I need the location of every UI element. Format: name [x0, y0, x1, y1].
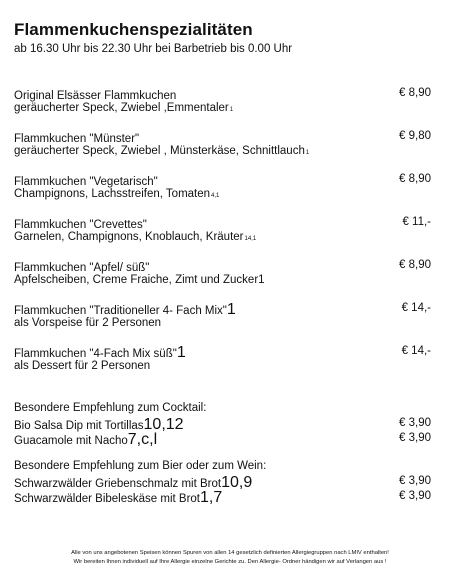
item-name: Flammkuchen "Crevettes": [14, 219, 147, 231]
item-price: € 9,80: [399, 130, 431, 142]
section-heading: Besondere Empfehlung zum Cocktail:: [14, 402, 207, 414]
item-description: als Vorspeise für 2 Personen: [14, 317, 162, 329]
item-price: € 8,90: [399, 173, 431, 185]
item-price: € 8,90: [399, 87, 431, 99]
item-name: Flammkuchen "Apfel/ süß": [14, 262, 150, 274]
menu-item-vegetarisch: [14, 172, 434, 202]
item-name: Flammkuchen "4-Fach Mix süß": [14, 348, 177, 360]
item-description-allergens: 1: [305, 150, 310, 156]
item-price: € 3,90: [399, 432, 431, 444]
item-allergens: 7,c,l: [127, 431, 158, 448]
item-price: € 3,90: [399, 417, 431, 429]
item-price: € 11,-: [402, 216, 431, 228]
item-allergens: 10,12: [143, 416, 184, 433]
item-name-allergens: 1: [176, 344, 186, 361]
item-description: geräucherter Speck, Zwiebel , Münsterkäse, Schnittlauch: [14, 145, 305, 157]
item-price: € 14,-: [401, 345, 431, 357]
menu-item-apfel: [14, 258, 434, 288]
allergy-notice: [0, 549, 460, 567]
item-name-allergens: 1: [226, 301, 236, 318]
item-name: Original Elsässer Flammkuchen: [14, 90, 177, 102]
item-description: Apfelscheiben, Creme Fraiche, Zimt und Zucker1: [14, 274, 265, 286]
menu-item-original: [14, 86, 434, 116]
item-description-allergens: 4,1: [211, 193, 220, 199]
item-price: € 3,90: [399, 475, 431, 487]
recommendation-bier-wein: [14, 459, 434, 504]
item-name: Flammkuchen "Münster": [14, 133, 140, 145]
menu-item-mix-suess: [14, 344, 434, 374]
item-name: Schwarzwälder Griebenschmalz mit Brot: [14, 478, 222, 490]
item-description-allergens: 1: [229, 107, 234, 113]
opening-hours: ab 16.30 Uhr bis 22.30 Uhr bei Barbetrieb bis 0.00 Uhr: [14, 43, 293, 55]
item-description: als Dessert für 2 Personen: [14, 360, 151, 372]
menu-item-traditioneller-mix: [14, 301, 434, 331]
menu-item-crevettes: [14, 215, 434, 245]
item-price: € 8,90: [399, 259, 431, 271]
item-allergens: 10,9: [221, 474, 253, 491]
recommendation-cocktail: [14, 401, 434, 446]
item-description: Champignons, Lachsstreifen, Tomaten: [14, 188, 211, 200]
item-name: Guacamole mit Nacho: [14, 435, 128, 447]
item-description: Garnelen, Champignons, Knoblauch, Kräuter: [14, 231, 244, 243]
page-title: Flammenkuchenspezialitäten: [14, 20, 253, 39]
allergy-notice-line2: Wir bereiten Ihnen individuell auf Ihre Allergie einzelne Gerichte zu. Den Allergie- Ordner händigen wir auf Verlangen aus !: [73, 559, 387, 565]
allergy-notice-line1: Alle von uns angebotenen Speisen können Spuren von allen 14 gesetzlich definierten Allergiegruppen nach LMIV enthalten!: [71, 550, 389, 556]
item-price: € 14,-: [401, 302, 431, 314]
section-heading: Besondere Empfehlung zum Bier oder zum Wein:: [14, 460, 267, 472]
menu-item-muenster: [14, 129, 434, 159]
item-price: € 3,90: [399, 490, 431, 502]
item-name: Flammkuchen "Vegetarisch": [14, 176, 158, 188]
item-name: Flammkuchen "Traditioneller 4- Fach Mix": [14, 305, 227, 317]
item-allergens: 1,7: [200, 489, 223, 506]
item-description: geräucherter Speck, Zwiebel ,Emmentaler: [14, 102, 229, 114]
item-name: Schwarzwälder Bibeleskäse mit Brot: [14, 493, 200, 505]
item-name: Bio Salsa Dip mit Tortillas: [14, 420, 144, 432]
item-description-allergens: 14,1: [244, 236, 257, 242]
